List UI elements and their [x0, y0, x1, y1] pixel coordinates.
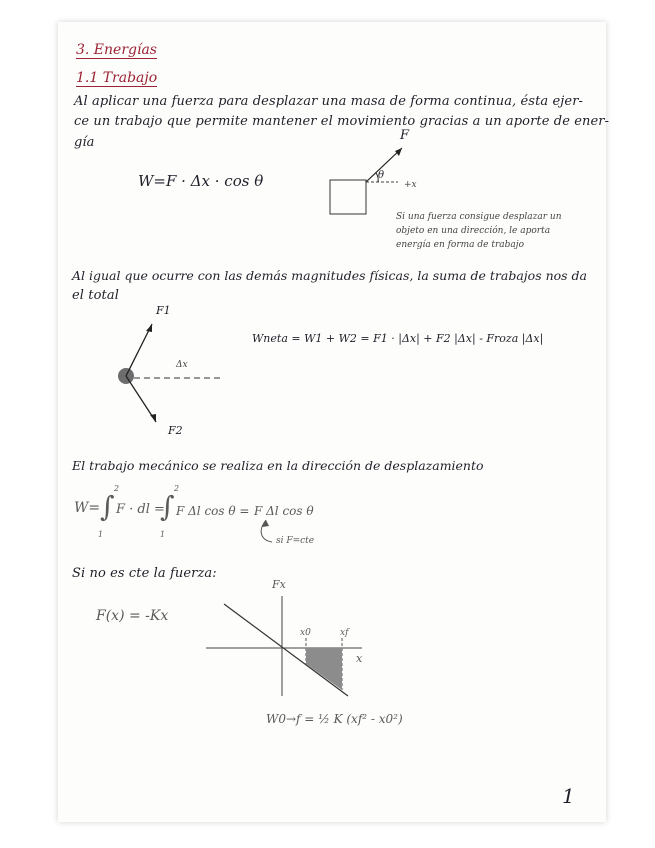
intro-line-1: Al aplicar una fuerza para desplazar una masa de forma continua, ésta ejer-	[74, 94, 584, 109]
spring-work-formula: W0→f = ½ K (xf² - x0²)	[266, 712, 403, 726]
hooke-law: F(x) = -Kx	[96, 608, 169, 624]
integral-part-4: F Δl cos θ	[254, 504, 314, 518]
graph-y-axis-label: Fx	[272, 578, 286, 591]
integral-part-3: F Δl cos θ =	[176, 504, 250, 518]
intro-line-2: ce un trabajo que permite mantener el movimiento gracias a un aporte de ener-	[74, 114, 610, 129]
axis-label: +x	[404, 180, 417, 190]
force-label: F	[400, 128, 410, 143]
integral-part-2: F · dl =	[116, 502, 165, 517]
integral-sign-1: ∫	[100, 490, 115, 523]
constant-note: si F=cte	[276, 536, 315, 546]
integral-upper-1: 2	[114, 484, 120, 493]
direction-text: El trabajo mecánico se realiza en la dirección de desplazamiento	[72, 458, 484, 473]
integral-w: W=	[74, 500, 101, 516]
subsection-heading: 1.1 Trabajo	[76, 70, 158, 86]
graph-x-axis-label: x	[356, 652, 363, 665]
sum-line-1: Al igual que ocurre con las demás magnitudes físicas, la suma de trabajos nos da	[72, 268, 587, 283]
note-line-2: objeto en una dirección, le aporta	[396, 226, 551, 236]
f2-label: F2	[168, 424, 183, 437]
page-number: 1	[562, 784, 575, 808]
integral-lower-1: 1	[98, 530, 104, 539]
intro-line-3: gía	[74, 135, 95, 150]
note-line-1: Si una fuerza consigue desplazar un	[396, 212, 562, 222]
integral-upper-2: 2	[174, 484, 180, 493]
integral-sign-2: ∫	[160, 490, 175, 523]
graph-xf-label: xf	[340, 628, 349, 638]
work-formula: W=F · Δx · cos θ	[138, 172, 264, 190]
section-heading: 3. Energías	[76, 42, 157, 58]
net-work-formula: Wneta = W1 + W2 = F1 · |Δx| + F2 |Δx| - Froza |Δx|	[252, 332, 544, 345]
variable-force-text: Si no es cte la fuerza:	[72, 566, 217, 581]
angle-label: θ	[378, 170, 385, 181]
graph-x0-label: x0	[300, 628, 311, 638]
sum-line-2: el total	[72, 288, 119, 303]
dx-label: Δx	[176, 360, 188, 370]
note-line-3: energía en forma de trabajo	[396, 240, 524, 250]
f1-label: F1	[156, 304, 171, 317]
integral-lower-2: 1	[160, 530, 166, 539]
